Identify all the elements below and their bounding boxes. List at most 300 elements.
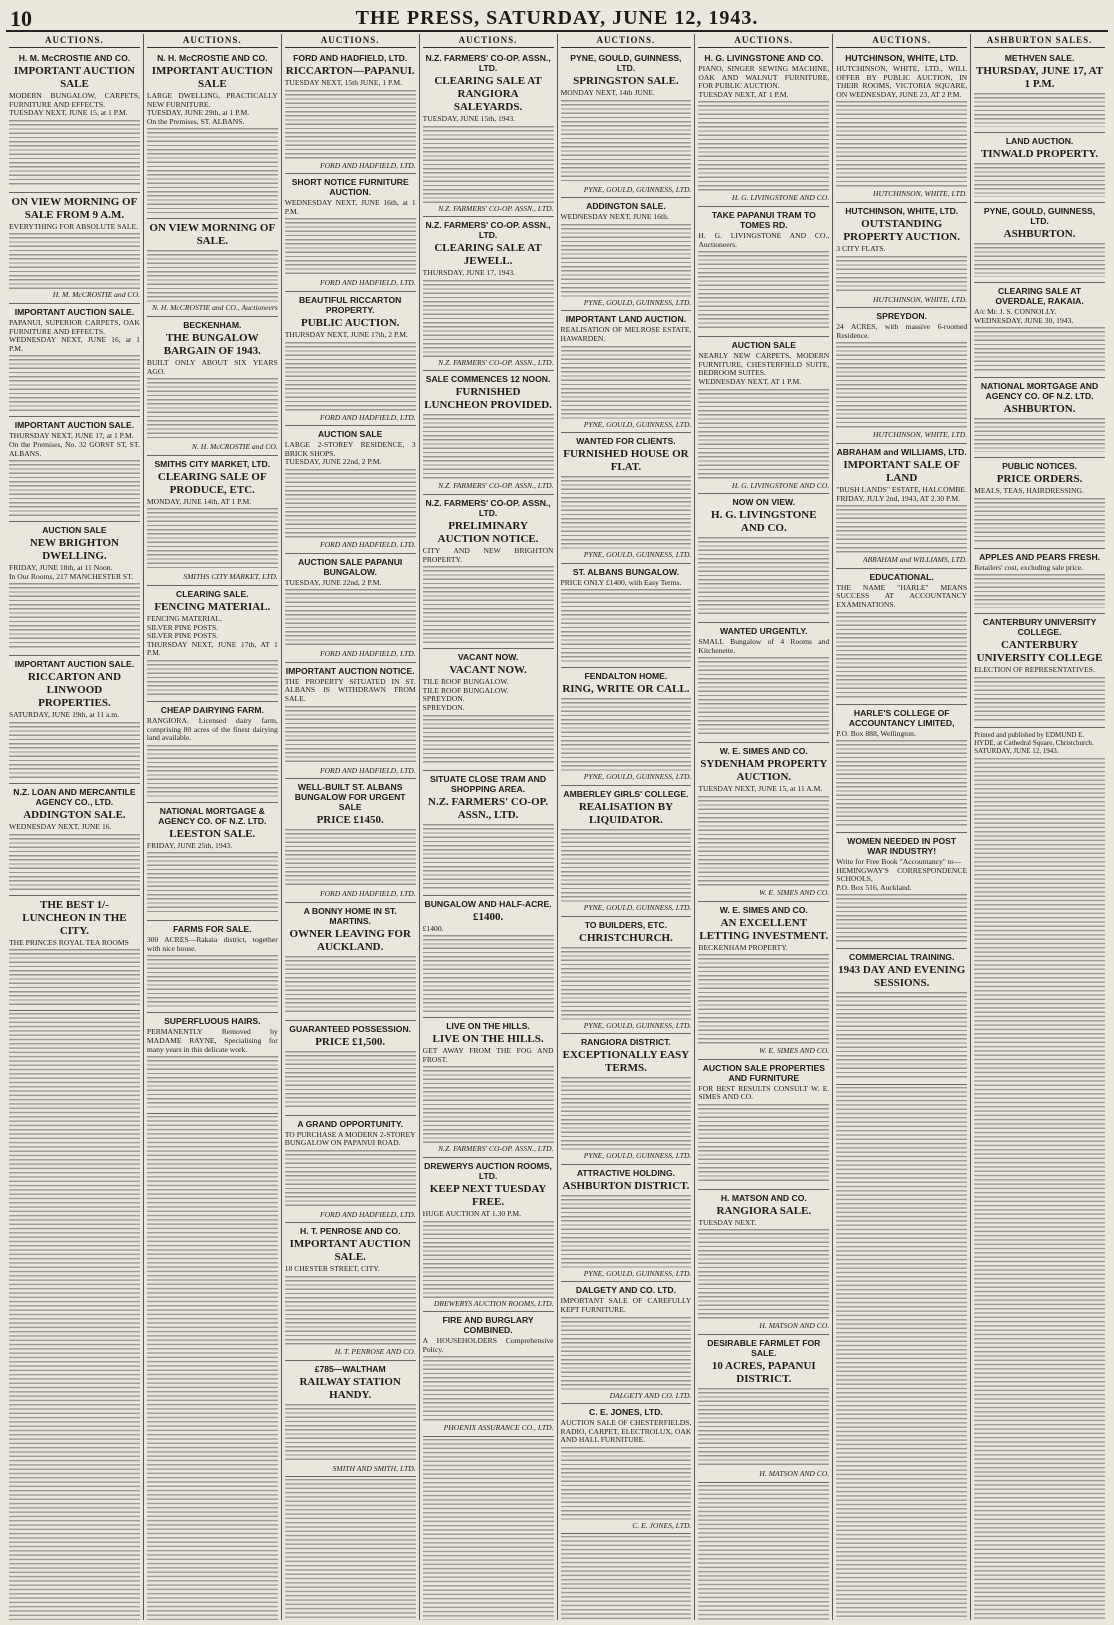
advertisement-signature: PYNE, GOULD, GUINNESS, LTD. [583,184,692,194]
body-text-block [147,660,278,696]
body-text-block [698,796,829,887]
body-text-block [285,706,416,765]
advertisement-signature: C. E. JONES, LTD. [632,1520,692,1530]
body-text-block [423,566,554,643]
page-number: 10 [10,6,32,31]
advertisement-title: NATIONAL MORTGAGE & AGENCY CO. OF N.Z. LTD. [158,805,267,826]
advertisement-signature: H. M. McCROSTIE and CO. [52,290,140,300]
advertisement-line: EXCEPTIONALLY EASY TERMS. [562,1049,690,1075]
advertisement-line: MODERN BUNGALOW, CARPETS, FURNITURE AND EFFECTS. [9,91,140,109]
body-text-block [974,327,1105,372]
advertisement [698,1060,829,1190]
advertisement-line: BECKENHAM PROPERTY. [698,942,788,952]
advertisement [974,614,1105,728]
advertisement-line: PRICE £1450. [316,814,384,827]
body-text-block [147,378,278,441]
advertisement-title: FENDALTON HOME. [584,671,668,682]
body-text-block [974,93,1105,127]
advertisement-signature: PYNE, GOULD, GUINNESS, LTD. [583,419,692,429]
advertisement [423,371,554,495]
advertisement-signature: H. G. LIVINGSTONE AND CO. [731,193,830,203]
advertisement-signature: HUTCHINSON, WHITE, LTD. [872,294,968,304]
advertisement-line: PRICE £1,500. [315,1035,386,1048]
advertisement-line: TUESDAY, JUNE 22nd, 2 P.M. [284,457,382,467]
advertisement-title: SHORT NOTICE FURNITURE AUCTION. [291,177,409,198]
body-text-block [9,233,140,289]
advertisement-signature: N.Z. FARMERS' CO-OP. ASSN., LTD. [438,357,554,367]
advertisement [9,784,140,896]
advertisement-line: H. G. LIVINGSTONE AND CO. [711,509,817,535]
advertisement-title: AUCTION SALE [731,340,797,351]
advertisement [561,1404,692,1534]
advertisement-signature: FORD AND HADFIELD, LTD. [319,649,416,659]
column-heading: AUCTIONS. [698,34,829,48]
advertisement-title: H. T. PENROSE AND CO. [299,1226,401,1237]
advertisement-title: TAKE PAPANUI TRAM TO TOMES RD. [711,209,816,230]
body-text-block [561,224,692,297]
advertisement-line: ELECTION OF REPRESENTATIVES. [974,665,1095,675]
advertisement-title: N.Z. FARMERS' CO-OP. ASSN., LTD. [425,220,551,241]
advertisement-title: CLEARING SALE AT OVERDALE, RAKAIA. [995,286,1084,306]
body-text-block [285,956,416,1015]
body-text-block [285,1404,416,1463]
advertisement-line: RICCARTON—PAPANUI. [285,65,415,77]
advertisement-title: SUPERFLUOUS HAIRS. [164,1016,261,1027]
advertisement-signature: FORD AND HADFIELD, LTD. [319,278,416,288]
masthead [6,4,1108,32]
advertisement-title: GUARANTEED POSSESSION. [289,1023,412,1034]
advertisement-signature: N.Z. FARMERS' CO-OP. ASSN., LTD. [438,203,554,213]
advertisement-title: METHVEN SALE. [1004,53,1075,63]
advertisement-title: ABRAHAM and WILLIAMS, LTD. [836,446,967,457]
advertisement-line: WEDNESDAY NEXT, AT 1 P.M. [698,376,802,386]
advertisement-line: SPREYDON. [422,694,465,704]
advertisement-title: HUTCHINSON, WHITE, LTD. [845,205,959,216]
advertisement-title: CLEARING SALE. [176,588,249,599]
advertisement-line: SMALL Bungalow of 4 Rooms and Kitchenette. [698,637,830,655]
advertisement [974,203,1105,283]
advertisement-line: PRICE ONLY £1400, with Easy Terms. [560,577,682,587]
advertisement-line: "BUSH LANDS" ESTATE, HALCOMBE. [836,484,967,494]
advertisement-line: TUESDAY NEXT, JUNE 15, at 11 A.M. [698,784,823,794]
body-text-block [974,243,1105,277]
advertisement-line: FENCING MATERIAL. [154,600,271,613]
advertisement-line: PERMANENTLY Removed by MADAME RAYNE, Specialising for many years in this delicate work. [146,1027,278,1054]
body-text-block [285,218,416,277]
advertisement-title: H. MATSON AND CO. [720,1192,807,1203]
advertisement-line: THURSDAY, JUNE 17, AT 1 P.M. [976,65,1104,90]
advertisement-line: GET AWAY FROM THE FOG AND FROST. [422,1046,554,1064]
advertisement [836,569,967,705]
advertisement-signature: FORD AND HADFIELD, LTD. [319,412,416,422]
body-text-block [147,250,278,302]
advertisement-signature: SMITHS CITY MARKET, LTD. [183,572,278,582]
advertisement-line: WEDNESDAY NEXT, JUNE 16. [9,821,112,831]
advertisement-line: RICCARTON AND LINWOOD PROPERTIES. [27,671,122,710]
column-heading: AUCTIONS. [836,34,967,48]
body-text-block [836,612,967,699]
advertisement-line: 3 CITY FLATS. [836,243,886,253]
newspaper-column [6,34,143,1620]
newspaper-title: THE PRESS, SATURDAY, JUNE 12, 1943. [355,7,759,29]
advertisement-signature: PHOENIX ASSURANCE CO., LTD. [443,1423,554,1433]
advertisement-line: IMPORTANT AUCTION SALE. [289,1238,411,1264]
advertisement-line: OUTSTANDING PROPERTY AUCTION. [843,217,960,243]
body-text-block [974,677,1105,722]
advertisement-title: LAND AUCTION. [1005,136,1074,146]
advertisement-line: SILVER PINE POSTS. [146,622,219,632]
advertisement-line: ASHBURTON. [1003,403,1076,416]
body-text-block [285,1479,416,1620]
advertisement [285,426,416,553]
advertisement-title: AUCTION SALE [317,429,383,440]
advertisement-line: CITY AND NEW BRIGHTON PROPERTY. [422,545,554,564]
advertisement [285,554,416,663]
advertisement-line: PRICE ORDERS. [996,473,1083,486]
body-text-block [561,1077,692,1150]
advertisement-line: On the Premises, ST. ALBANS. [146,116,245,126]
advertisement-title: SITUATE CLOSE TRAM AND SHOPPING AREA. [430,773,547,794]
advertisement-title: N.Z. LOAN AND MERCANTILE AGENCY CO., LTD. [13,786,136,807]
advertisement-line: P.O. Box 888, Wellington. [836,728,916,738]
advertisement-line: 300 ACRES—Rakaia district, together with nice house. [146,935,278,953]
advertisement-signature: FORD AND HADFIELD, LTD. [319,765,416,775]
advertisement [561,917,692,1035]
advertisement-line: AN EXCELLENT LETTING INVESTMENT. [699,916,829,942]
body-text-block [698,101,829,192]
advertisement [285,663,416,779]
advertisement-line: THURSDAY NEXT, JUNE 17th, AT 1 P.M. [146,639,278,658]
advertisement-title: TO BUILDERS, ETC. [584,919,668,930]
advertisement-title: WANTED URGENTLY. [720,626,808,637]
advertisement-line: SYDENHAM PROPERTY AUCTION. [700,758,828,784]
column-heading: ASHBURTON SALES. [974,34,1105,48]
advertisement-signature: W. E. SIMES AND CO. [759,1046,830,1056]
advertisement [561,668,692,786]
advertisement-line: A HOUSEHOLDERS Comprehensive Policy. [422,1336,554,1354]
body-text-block [9,834,140,890]
advertisement-line: HUTCHINSON, WHITE, LTD., WILL OFFER BY PUBLIC AUCTION, IN THEIR ROOMS, VICTORIA SQUARE, ON WEDNESDAY, JUNE 23, AT 2 P.M. [836,64,968,99]
advertisement [423,1158,554,1312]
newspaper-column [419,34,557,1620]
body-text-block [147,852,278,915]
advertisement-line: THE NAME "HARLE" MEANS SUCCESS AT ACCOUNTANCY EXAMINATIONS. [836,582,968,609]
body-text-block [836,505,967,554]
advertisement-line: FRIDAY, JUNE 18th, at 11 Noon. [9,563,113,573]
advertisement-line: TUESDAY NEXT. [698,1217,757,1227]
advertisement-line: TUESDAY, JUNE 22nd, 2 P.M. [284,577,382,587]
advertisement-signature: PYNE, GOULD, GUINNESS, LTD. [583,902,692,912]
advertisement-signature: ABRAHAM and WILLIAMS, LTD. [862,555,968,565]
advertisement-line: VACANT NOW. [449,664,527,677]
advertisement [974,378,1105,458]
advertisement-line: TINWALD PROPERTY. [980,148,1099,160]
body-text-block [561,1536,692,1620]
advertisement-line: £1400. [422,923,444,933]
advertisement [9,193,140,304]
advertisement-line: FENCING MATERIAL. [146,613,222,623]
advertisement-line: In Our Rooms, 217 MANCHESTER ST. [9,571,134,581]
advertisement [561,1165,692,1283]
advertisement [285,1116,416,1224]
advertisement-line: RING, WRITE OR CALL. [562,683,690,696]
advertisement [285,50,416,174]
body-text-block [698,1485,829,1620]
advertisement-signature: H. MATSON AND CO. [759,1321,830,1331]
advertisement-signature: H. T. PENROSE AND CO. [334,1347,416,1357]
advertisement-line: PAPANUI, SUPERIOR CARPETS, OAK FURNITURE AND EFFECTS. [9,317,140,336]
advertisement-line: MONDAY, JUNE 14th, AT 1 P.M. [146,496,252,506]
advertisement [561,433,692,564]
advertisement-signature: DREWERYS AUCTION ROOMS, LTD. [433,1298,554,1308]
advertisement [974,133,1105,203]
advertisement-line: TILE ROOF BUNGALOW. [422,685,509,695]
advertisement-line: KEEP NEXT TUESDAY FREE. [429,1182,547,1208]
advertisement [836,308,967,444]
advertisement [147,456,278,586]
body-text-block [974,574,1105,608]
advertisement-signature: N.Z. FARMERS' CO-OP. ASSN., LTD. [438,1144,554,1154]
advertisement [9,522,140,656]
advertisement-title: NATIONAL MORTGAGE AND AGENCY CO. OF N.Z. LTD. [980,381,1099,402]
advertisement-title: IMPORTANT AUCTION SALE. [14,659,135,670]
body-text-block [561,476,692,549]
body-text-block [836,342,967,429]
advertisement-title: IMPORTANT LAND AUCTION. [565,314,687,325]
advertisement [9,896,140,1012]
body-text-block [561,100,692,184]
column-heading: AUCTIONS. [561,34,692,48]
body-text-block [836,740,967,827]
body-text-block [698,537,829,617]
advertisement-title: NOW ON VIEW. [732,497,796,508]
body-text-block [285,829,416,888]
advertisement-line: ASHBURTON. [1003,228,1076,240]
advertisement-title: £785—WALTHAM [314,1363,386,1374]
advertisement-signature: PYNE, GOULD, GUINNESS, LTD. [583,772,692,782]
advertisement-line: TUESDAY NEXT, AT 1 P.M. [698,89,789,99]
advertisement [147,803,278,922]
body-text-block [974,163,1105,197]
advertisement-line: FURNISHED HOUSE OR FLAT. [563,448,689,474]
body-text-block [285,90,416,160]
advertisement-line: N.Z. FARMERS' CO-OP. ASSN., LTD. [428,795,549,821]
advertisement-line: TUESDAY, JUNE 15th, 1943. [422,114,516,123]
advertisement [285,1021,416,1116]
body-text-block [423,414,554,480]
advertisement-title: FARMS FOR SALE. [173,924,252,935]
body-text-block [147,508,278,571]
advertisement [423,896,554,1019]
body-text-block [561,1195,692,1268]
advertisement-line: 1943 DAY AND EVENING SESSIONS. [838,964,966,990]
advertisement-line: CLEARING SALE OF PRODUCE, ETC. [157,470,267,496]
body-text-block [561,1447,692,1520]
advertisement-title: SPREYDON. [876,311,927,322]
advertisement [147,50,278,219]
advertisement-line: BUILT ONLY ABOUT SIX YEARS AGO. [146,357,278,376]
body-text-block [698,389,829,480]
colophon: Printed and published by EDMUND E. HYDE, at Cathedral Square, Christchurch. SATURDAY, JUNE 12, 1943. [974,730,1094,755]
advertisement-title: PYNE, GOULD, GUINNESS, LTD. [570,53,682,73]
advertisement-title: DESIRABLE FARMLET FOR SALE. [707,1338,821,1359]
advertisement [9,50,140,193]
advertisement-line: SPREYDON. [422,702,465,712]
advertisement-title: SALE COMMENCES 12 NOON. [425,374,551,385]
advertisement-title: ST. ALBANS BUNGALOW. [572,566,680,577]
advertisement [9,304,140,417]
advertisement [698,50,829,207]
body-text-block [423,1356,554,1422]
body-text-block [561,589,692,662]
advertisement-title: H. G. LIVINGSTONE AND CO. [704,53,824,63]
advertisement-line: ASHBURTON DISTRICT. [562,1179,690,1192]
body-text-block [698,1229,829,1320]
advertisement-title: DREWERYS AUCTION ROOMS, LTD. [424,1160,552,1181]
advertisement-line: A/c Mr. J. S. CONNOLLY. [974,307,1057,316]
advertisement-title: N.Z. FARMERS' CO-OP. ASSN., LTD. [425,497,551,518]
advertisement-title: EDUCATIONAL. [869,571,934,582]
body-text-block [974,498,1105,543]
body-text-block [285,589,416,648]
advertisement-signature: PYNE, GOULD, GUINNESS, LTD. [583,1151,692,1161]
advertisement-title: APPLES AND PEARS FRESH. [979,551,1101,562]
advertisement-line: WEDNESDAY NEXT, JUNE 16th. [560,212,669,222]
advertisement-line: CLEARING SALE AT RANGIORA SALEYARDS. [434,75,542,113]
advertisement-signature: PYNE, GOULD, GUINNESS, LTD. [583,550,692,560]
advertisement-signature: W. E. SIMES AND CO. [759,887,830,897]
column-heading: AUCTIONS. [9,34,140,48]
body-text-block [561,829,692,902]
advertisement [836,50,967,203]
body-text-block [423,280,554,357]
body-text-block [561,947,692,1020]
advertisement [423,50,554,217]
advertisement-line: Write for Free Book "Accountancy" to— [836,857,962,867]
advertisement-title: FIRE AND BURGLARY COMBINED. [442,1315,534,1336]
advertisement-signature: HUTCHINSON, WHITE, LTD. [872,189,968,199]
advertisement-line: RAILWAY STATION HANDY. [299,1375,401,1401]
body-text-block [285,1051,416,1110]
advertisement-title: WOMEN NEEDED IN POST WAR INDUSTRY! [847,836,957,857]
advertisement [836,833,967,949]
advertisement-line: TUESDAY NEXT, 15th JUNE, 1 P.M. [284,78,402,87]
advertisement [147,219,278,317]
advertisement-line: LARGE 2-STOREY RESIDENCE, 3 BRICK SHOPS. [284,440,416,458]
advertisement [147,1013,278,1114]
advertisement-title: N. H. McCROSTIE AND CO. [157,53,268,63]
body-text-block [147,745,278,797]
advertisement [698,337,829,494]
advertisement [147,586,278,702]
advertisement [147,317,278,456]
advertisement [561,1034,692,1165]
advertisement-line: NEW BRIGHTON DWELLING. [29,537,120,563]
advertisement [285,174,416,292]
advertisement-title: A GRAND OPPORTUNITY. [297,1118,404,1129]
advertisement-title: IMPORTANT AUCTION NOTICE. [285,665,415,676]
advertisement-line: ADDINGTON SALE. [23,808,126,821]
newspaper-column [281,34,419,1620]
advertisement [698,902,829,1060]
advertisement-title: HARLE'S COLLEGE OF ACCOUNTANCY LIMITED, [848,707,955,728]
advertisement-title: C. E. JONES, LTD. [589,1407,663,1418]
advertisement-title: ADDINGTON SALE. [586,201,666,212]
advertisement [423,495,554,649]
body-text-block [147,955,278,1007]
advertisement-line: SATURDAY, JUNE 19th, at 11 a.m. [9,710,120,720]
advertisement-title: W. E. SIMES AND CO. [719,904,808,915]
advertisement-title: BEAUTIFUL RICCARTON PROPERTY. [299,294,402,315]
advertisement-line: WEDNESDAY, JUNE 30, 1943. [974,315,1074,325]
advertisement-line: 18 CHESTER STREET, CITY. [284,1264,380,1274]
advertisement-line: TUESDAY, JUNE 29th, at 1 P.M. [146,108,250,118]
advertisement-title: WELL-BUILT ST. ALBANS BUNGALOW FOR URGENT SALE [294,782,406,813]
advertisement-title: W. E. SIMES AND CO. [719,746,808,757]
advertisement-signature: FORD AND HADFIELD, LTD. [319,1209,416,1219]
advertisement-line: IMPORTANT AUCTION SALE [151,65,273,90]
body-text-block [836,256,967,294]
advertisement-line: SPRINGSTON SALE. [573,75,679,87]
advertisement-line: IMPORTANT SALE OF LAND [843,458,960,484]
advertisement [285,1361,416,1478]
columns-container [6,34,1108,1620]
advertisement [285,292,416,426]
advertisement-line: THURSDAY NEXT, JUNE 17th, 2 P.M. [284,329,408,339]
body-text-block [423,1221,554,1298]
advertisement-title: IMPORTANT AUCTION SALE. [14,306,135,317]
body-text-block [836,992,967,1079]
advertisement-title: A BONNY HOME IN ST. MARTINS. [303,905,397,926]
advertisement-line: ON VIEW MORNING OF SALE. [149,222,276,248]
advertisement-title: FORD AND HADFIELD, LTD. [293,53,408,63]
body-text-block [836,101,967,188]
advertisement [147,702,278,803]
advertisement-title: AUCTION SALE PROPERTIES AND FURNITURE [702,1062,825,1083]
advertisement-line: MEALS, TEAS, HAIRDRESSING. [974,486,1084,496]
advertisement-line: MONDAY NEXT, 14th JUNE. [560,88,655,97]
body-text-block [561,1317,692,1390]
advertisement-signature: N. H. McCROSTIE and CO. [191,442,278,452]
advertisement-line: TUESDAY NEXT, JUNE 15, at 1 P.M. [9,108,128,118]
column-heading: AUCTIONS. [147,34,278,48]
advertisement-line: FURNISHED LUNCHEON PROVIDED. [424,386,552,412]
advertisement-line: EVERYTHING FOR ABSOLUTE SALE. [9,221,139,231]
advertisement-line: Retailers' cost, excluding sale price. [974,562,1084,572]
body-text-block [9,460,140,516]
advertisement-title: AMBERLEY GIRLS' COLLEGE. [563,788,689,799]
newspaper-column [832,34,970,1620]
advertisement [698,623,829,743]
newspaper-column [557,34,695,1620]
advertisement-title: LIVE ON THE HILLS. [446,1021,530,1032]
body-text-block [836,894,967,943]
advertisement-signature: PYNE, GOULD, GUINNESS, LTD. [583,1020,692,1030]
advertisement-line: THE PRINCES ROYAL TEA ROOMS [9,937,129,947]
advertisement-line: PIANO, SINGER SEWING MACHINE, OAK AND WALNUT FURNITURE, FOR PUBLIC AUCTION. [698,64,830,91]
advertisement-line: RANGIORA SALE. [716,1204,812,1217]
body-text-block [285,342,416,412]
advertisement-title: HUTCHINSON, WHITE, LTD. [845,53,959,63]
advertisement [561,50,692,198]
advertisement-line: IMPORTANT AUCTION SALE [13,65,135,90]
body-text-block [974,418,1105,452]
advertisement-line: 24 ACRES, with massive 6-roomed Residence. [836,322,968,340]
advertisement-signature: SMITH AND SMITH, LTD. [332,1463,416,1473]
advertisement-line: TO PURCHASE A MODERN 2-STOREY BUNGALOW ON PAPANUI ROAD. [284,1129,416,1148]
advertisement-line: P.O. Box 516, Auckland. [836,882,912,892]
advertisement [9,417,140,522]
